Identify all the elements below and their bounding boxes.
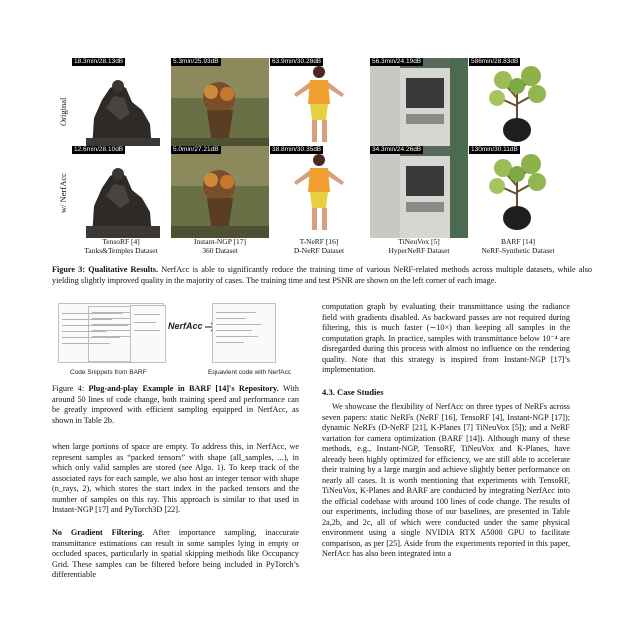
nerfacc-logo: NerfAcc [168, 321, 203, 331]
body-paragraph-gradient-filtering: No Gradient Filtering. After importance sampling, inaccurate transmittance estimations can result in some samples lying in empty or occluded spaces, particularly in spatial skipping methods like Occupancy Grid. These samples can be filtered before being included in PyTorch’s differentiable [52, 528, 299, 579]
time-psnr-badge: 56.3min/24.19dB [372, 58, 422, 65]
time-psnr-badge: 34.3min/24.26dB [372, 146, 422, 153]
image-tineuvox-nerfacc [370, 146, 468, 238]
time-psnr-badge: 5.3min/25.93dB [173, 58, 219, 65]
image-tineuvox-original [370, 58, 468, 150]
column-caption: TiNeuVox [5] HyperNeRF Dataset [388, 237, 450, 255]
column-caption: TensoRF [4] Tanks&Temples Dataset [84, 237, 158, 255]
image-tensorf-nerfacc [72, 146, 170, 238]
figure-4-right-caption: Equavlent code with NerfAcc [208, 369, 292, 376]
time-psnr-badge: 18.3min/28.13dB [74, 58, 124, 65]
body-paragraph-computation-graph: computation graph by evaluating their transmittance using the radiance field with gradients disabled. As backward passes are not required during filtering, this is much faster (∼10×) than keeping all samples in the computation graph. In practice, samples with transmittance below 10⁻⁴ are disregarded during this process with almost no influence on the rendering quality. Note that this strategy is inspired from Instant-NGP [17]’s implementation. [322, 302, 570, 374]
section-heading-case-studies: 4.3. Case Studies [322, 387, 384, 397]
image-barf-nerfacc [469, 146, 567, 238]
figure-4-caption: Figure 4: Plug-and-play Example in BARF [14]'s Repository. With around 50 lines of code change, both training speed and performance can be greatly improved with efficient sampling equipped in NerfAcc, as shown in Table 2b. [52, 384, 299, 425]
column-caption: Instant-NGP [17] 360 Dataset [193, 237, 246, 255]
column-caption: T-NeRF [16] D-NeRF Dataset [293, 237, 345, 255]
image-barf-original [469, 58, 567, 150]
image-instant-ngp-original [171, 58, 269, 150]
time-psnr-badge: 586min/28.83dB [471, 58, 519, 65]
image-instant-ngp-nerfacc [171, 146, 269, 238]
time-psnr-badge: 12.6min/28.10dB [74, 146, 124, 153]
time-psnr-badge: 38.8min/30.35dB [272, 146, 322, 153]
image-t-nerf-nerfacc [270, 146, 368, 238]
time-psnr-badge: 130min/30.11dB [471, 146, 518, 153]
row-label-original: Original [58, 97, 68, 126]
figure-4-left-caption: Code Snippets from BARF [70, 369, 147, 376]
time-psnr-badge: 63.9min/30.28dB [272, 58, 322, 65]
figure-3-caption: Figure 3: Qualitative Results. NerfAcc is able to significantly reduce the training time of various NeRF-related methods across multiple datasets, while also yielding slightly improved quality in the majority of cases. The training time and test PSNR are shown on the left corner of each image. [52, 265, 593, 285]
time-psnr-badge: 5.0min/27.21dB [173, 146, 219, 153]
column-caption: BARF [14] NeRF-Synthetic Dataset [481, 237, 555, 255]
body-paragraph-packed-tensors: when large portions of space are empty. To address this, in NerfAcc, we represent samples as “packed tensors” with shape (all_samples, ...), in which only valid samples are stored (see Algo. 1). To keep track of the associated rays for each sample, we also host an integer tensor with shape (n_rays, 2), which stores the start index in the packed tensors and the number of samples on this ray. This approach is similar to that used in Instant-NGP [17] and PyTorch3D [22]. [52, 442, 299, 514]
image-tensorf-original [72, 58, 170, 150]
body-paragraph-case-studies: We showcase the flexibility of NerfAcc on three types of NeRFs across seven papers: static NeRFs (NeRF [16], TensoRF [4], Instant-NGP [17]); dynamic NeRFs (D-NeRF [21], K-Planes [7] TiNeuVox [5]); and a NeRF variation for camera optimization (BARF [14]). Although many of these methods, e.g., Instant-NGP, TensoRF, TiNeuVox and K-Planes, have already been highly optimized for efficiency, we are still able to accelerate their training by a large margin and achieve slightly better performance on nearly all cases. It is worth mentioning that experiments with TensoRF, TiNeuVox, K-Planes and BARF are conducted by integrating NerfAcc into the official codebase with around 100 lines of code change. The results of our experiments, including those of our baselines, are presented in Table 2a,2b, and 2c, all of which were conducted under the same physical environment using a single NVIDIA RTX A5000 GPU to facilitate comparison, as per [25]. Aside from the experiments reported in this paper, NerfAcc has also been integrated into a [322, 402, 570, 558]
image-t-nerf-original [270, 58, 368, 150]
row-label-nerfacc: w/ NerfAcc [58, 173, 68, 213]
